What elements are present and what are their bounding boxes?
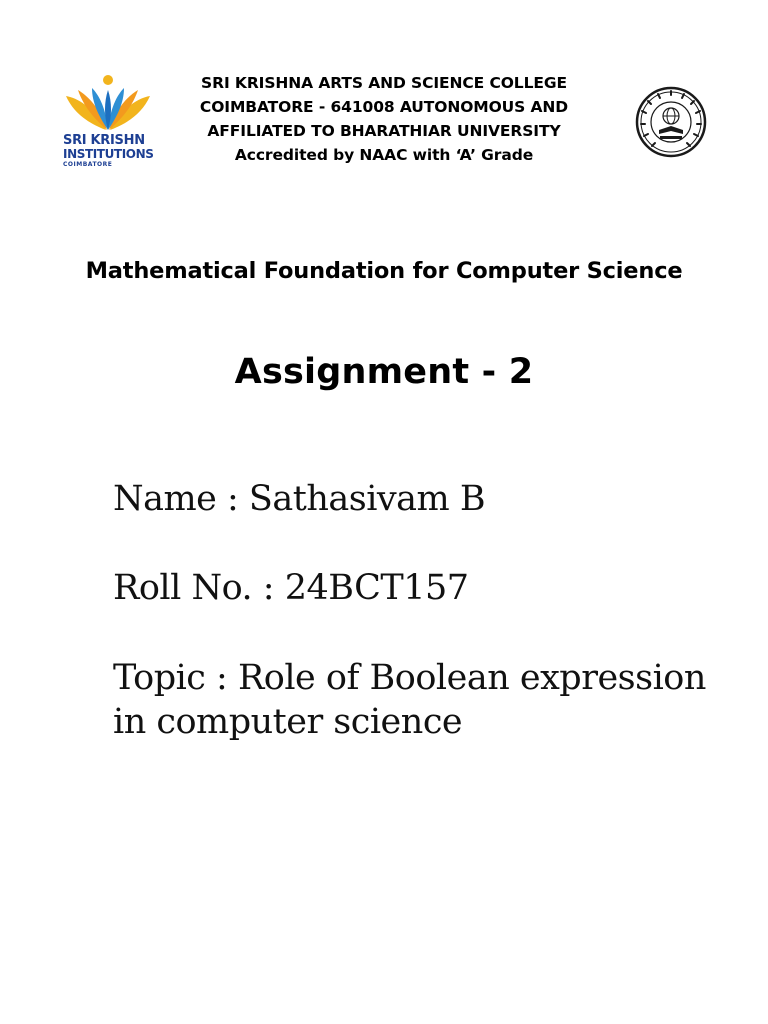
topic-line-2: in computer science [113,702,463,742]
student-name: Name : Sathasivam B [113,479,486,519]
course-title: Mathematical Foundation for Computer Science [85,258,683,284]
college-name: SRI KRISHNA ARTS AND SCIENCE COLLEGE [201,74,567,92]
lotus-logo-icon [60,74,155,134]
college-location: COIMBATORE - 641008 AUTONOMOUS AND [199,98,569,116]
topic-line-1: Topic : Role of Boolean expression [113,658,706,698]
college-accreditation: Accredited by NAAC with ‘A’ Grade [234,146,534,164]
assignment-topic [113,656,706,744]
logo-brand-text [63,134,158,168]
college-affiliation: AFFILIATED TO BHARATHIAR UNIVERSITY [207,122,561,140]
college-seal [632,86,710,158]
college-header [170,71,598,167]
logo-brand-line2: INSTITUTIONS [63,147,154,161]
college-logo [60,74,155,166]
assignment-title: Assignment - 2 [234,352,534,392]
logo-brand-line1: SRI KRISHN [63,134,145,148]
student-roll-number: Roll No. : 24BCT157 [113,568,469,608]
logo-brand-line3: COIMBATORE [63,161,113,168]
college-seal-icon [632,86,710,158]
